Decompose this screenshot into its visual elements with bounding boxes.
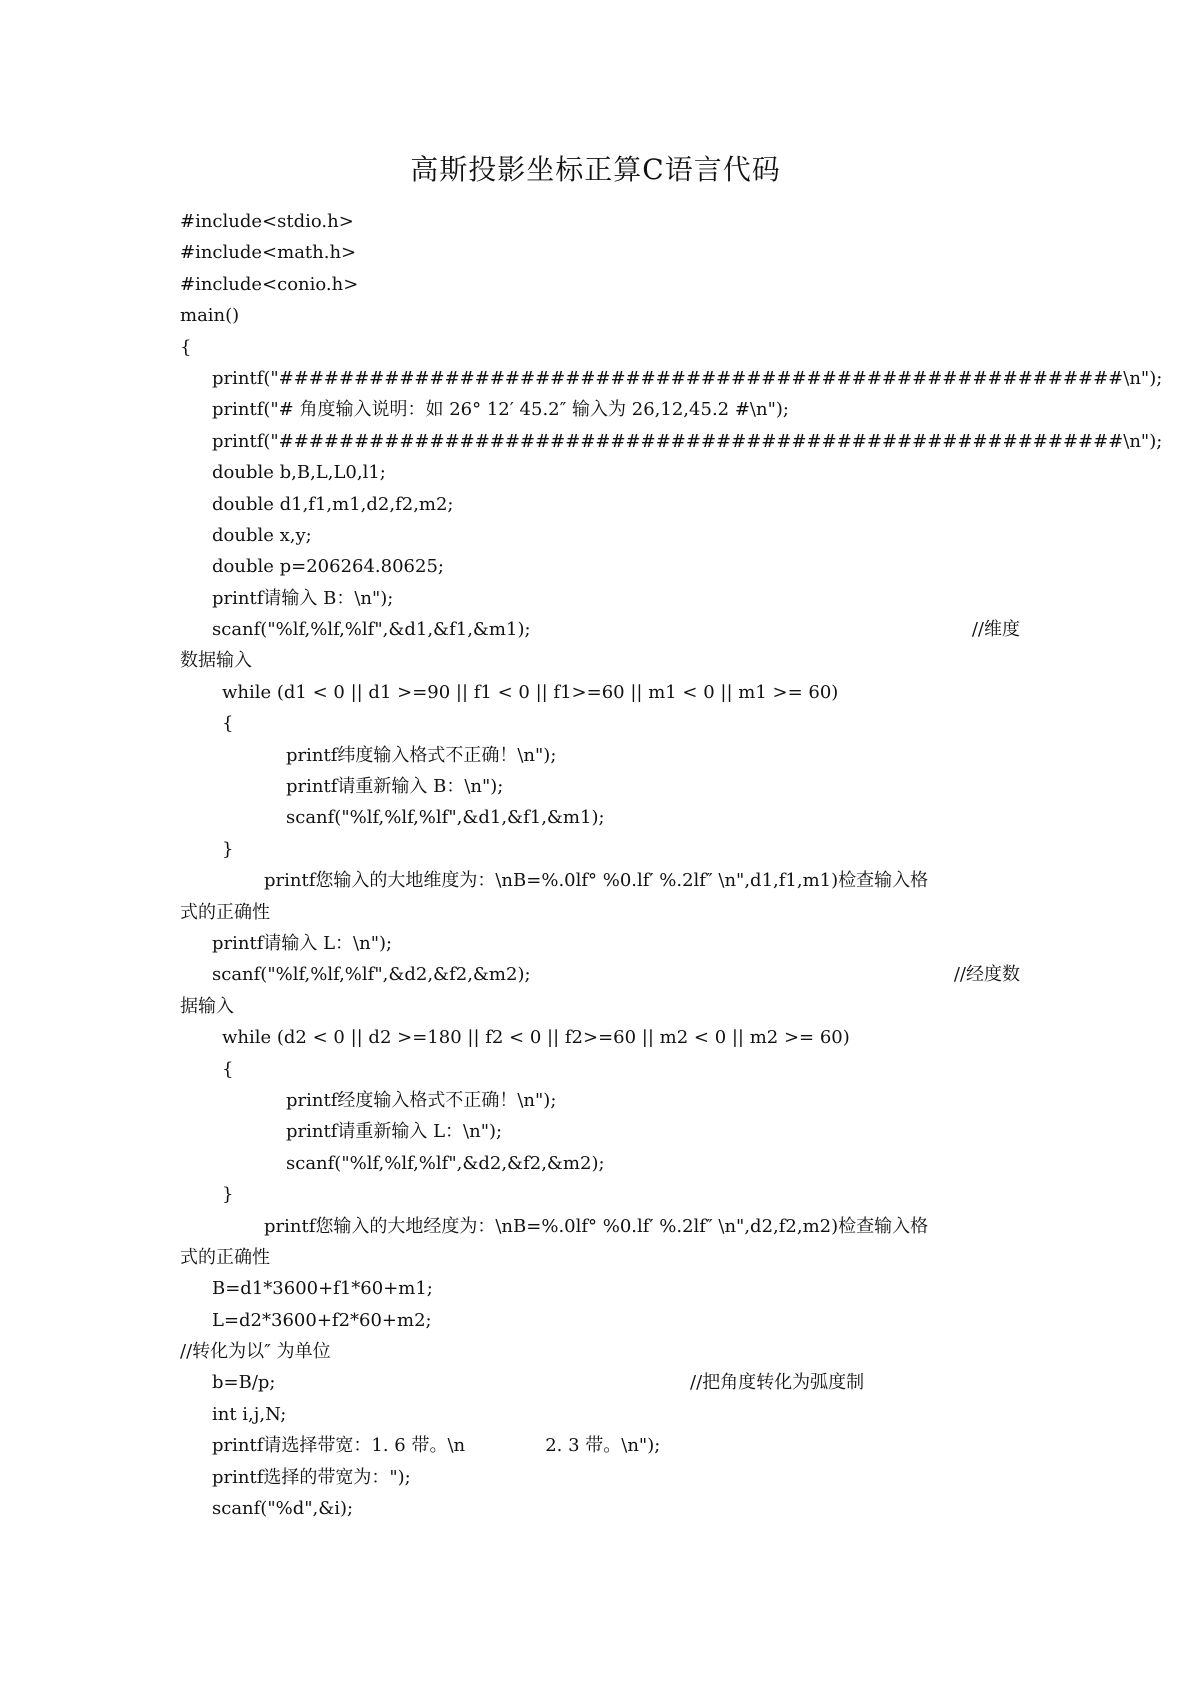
code-line bbox=[180, 363, 1163, 394]
code-text: scanf("%lf,%lf,%lf",&d2,&f2,&m2); bbox=[212, 964, 531, 986]
code-line bbox=[180, 1336, 1020, 1367]
code-text: printf您输入的大地维度为：\nB=%.0lf° %0.lf′ %.2lf″ \n",d1,f1,m1)检查输入格 bbox=[264, 870, 929, 892]
code-text: #include<stdio.h> bbox=[180, 211, 354, 232]
code-text: scanf("%lf,%lf,%lf",&d2,&f2,&m2); bbox=[286, 1152, 605, 1174]
code-text: 式的正确性 bbox=[180, 1246, 270, 1268]
code-line bbox=[180, 489, 1020, 520]
code-text: } bbox=[222, 1184, 234, 1206]
code-text: printf纬度输入格式不正确！\n"); bbox=[286, 744, 557, 766]
code-comment: //把角度转化为弧度制 bbox=[690, 1372, 865, 1394]
code-text: printf请重新输入 B：\n"); bbox=[286, 776, 504, 798]
code-line bbox=[180, 583, 1020, 614]
code-line bbox=[180, 1054, 1020, 1085]
code-text: main() bbox=[180, 305, 240, 327]
code-line bbox=[180, 740, 1020, 771]
code-text: #include<conio.h> bbox=[180, 273, 359, 295]
code-line bbox=[180, 708, 1020, 739]
code-line bbox=[180, 645, 1020, 676]
code-text: while (d2 < 0 || d2 >=180 || f2 < 0 || f2>=60 || m2 < 0 || m2 >= 60) bbox=[222, 1027, 850, 1049]
code-line bbox=[180, 1179, 1020, 1210]
code-text: printf("# 角度输入说明：如 26° 12′ 45.2″ 输入为 26,12,45.2 #\n"); bbox=[212, 399, 789, 421]
code-text: double d1,f1,m1,d2,f2,m2; bbox=[212, 493, 454, 515]
code-line bbox=[180, 269, 1020, 300]
code-line bbox=[180, 1022, 1020, 1053]
code-line bbox=[180, 1085, 1020, 1116]
code-text: printf("########################################################\n"); bbox=[212, 367, 1163, 389]
code-line bbox=[180, 1462, 1020, 1493]
code-line bbox=[180, 928, 1020, 959]
code-line bbox=[180, 300, 1020, 331]
code-text: printf经度输入格式不正确！\n"); bbox=[286, 1089, 557, 1111]
code-listing bbox=[180, 206, 1163, 1524]
code-line bbox=[180, 614, 1020, 645]
code-text: 据输入 bbox=[180, 995, 234, 1017]
code-line bbox=[180, 551, 1020, 582]
code-text: while (d1 < 0 || d1 >=90 || f1 < 0 || f1>=60 || m1 < 0 || m1 >= 60) bbox=[222, 681, 839, 703]
code-text: 式的正确性 bbox=[180, 901, 270, 923]
code-text: printf请重新输入 L：\n"); bbox=[286, 1121, 503, 1143]
code-line bbox=[180, 959, 1020, 990]
code-line bbox=[180, 520, 1020, 551]
code-text: //转化为以″ 为单位 bbox=[180, 1341, 331, 1363]
code-line bbox=[180, 1399, 1020, 1430]
code-text: double x,y; bbox=[212, 524, 312, 546]
code-text: 数据输入 bbox=[180, 650, 252, 672]
document-title: 高斯投影坐标正算C语言代码 bbox=[410, 153, 781, 186]
code-line bbox=[180, 332, 1020, 363]
code-line bbox=[180, 237, 1020, 268]
code-line bbox=[180, 1242, 1020, 1273]
code-text: } bbox=[222, 838, 234, 860]
code-comment: //经度数 bbox=[953, 964, 1020, 986]
code-text: #include<math.h> bbox=[180, 242, 357, 264]
code-text: B=d1*3600+f1*60+m1; bbox=[212, 1278, 433, 1300]
code-text: { bbox=[180, 336, 192, 358]
code-text: double b,B,L,L0,l1; bbox=[212, 462, 386, 484]
code-line bbox=[180, 1305, 1020, 1336]
code-line bbox=[180, 677, 1020, 708]
code-text: double p=206264.80625; bbox=[212, 556, 444, 578]
code-line bbox=[180, 1211, 1020, 1242]
code-text: printf("########################################################\n"); bbox=[212, 430, 1163, 452]
code-text: { bbox=[222, 713, 234, 735]
code-text: printf您输入的大地经度为：\nB=%.0lf° %0.lf′ %.2lf″ \n",d2,f2,m2)检查输入格 bbox=[264, 1215, 929, 1237]
code-line bbox=[180, 426, 1163, 457]
code-line bbox=[180, 1430, 1020, 1461]
code-line bbox=[180, 394, 1020, 425]
code-text: scanf("%d",&i); bbox=[212, 1498, 354, 1520]
code-line bbox=[180, 1493, 1020, 1524]
code-line bbox=[180, 834, 1020, 865]
code-line bbox=[180, 771, 1020, 802]
code-line bbox=[180, 1367, 1020, 1398]
code-line bbox=[180, 457, 1020, 488]
code-text: scanf("%lf,%lf,%lf",&d1,&f1,&m1); bbox=[286, 807, 605, 829]
code-line bbox=[180, 991, 1020, 1022]
code-line bbox=[180, 1273, 1020, 1304]
code-text: printf请输入 L：\n"); bbox=[212, 932, 393, 954]
code-text: scanf("%lf,%lf,%lf",&d1,&f1,&m1); bbox=[212, 619, 531, 641]
code-line bbox=[180, 802, 1020, 833]
code-text: printf请选择带宽：1. 6 带。\n 2. 3 带。\n"); bbox=[212, 1435, 661, 1457]
code-text: printf选择的带宽为："); bbox=[212, 1466, 411, 1488]
code-text: int i,j,N; bbox=[212, 1403, 287, 1425]
code-line bbox=[180, 1148, 1020, 1179]
code-line bbox=[180, 206, 1020, 237]
code-line bbox=[180, 1116, 1020, 1147]
code-comment: //维度 bbox=[971, 619, 1020, 641]
code-text: L=d2*3600+f2*60+m2; bbox=[212, 1309, 432, 1331]
code-line bbox=[180, 865, 1020, 896]
code-text: { bbox=[222, 1058, 234, 1080]
code-line bbox=[180, 897, 1020, 928]
code-text: b=B/p; bbox=[212, 1372, 276, 1394]
code-text: printf请输入 B：\n"); bbox=[212, 587, 394, 609]
